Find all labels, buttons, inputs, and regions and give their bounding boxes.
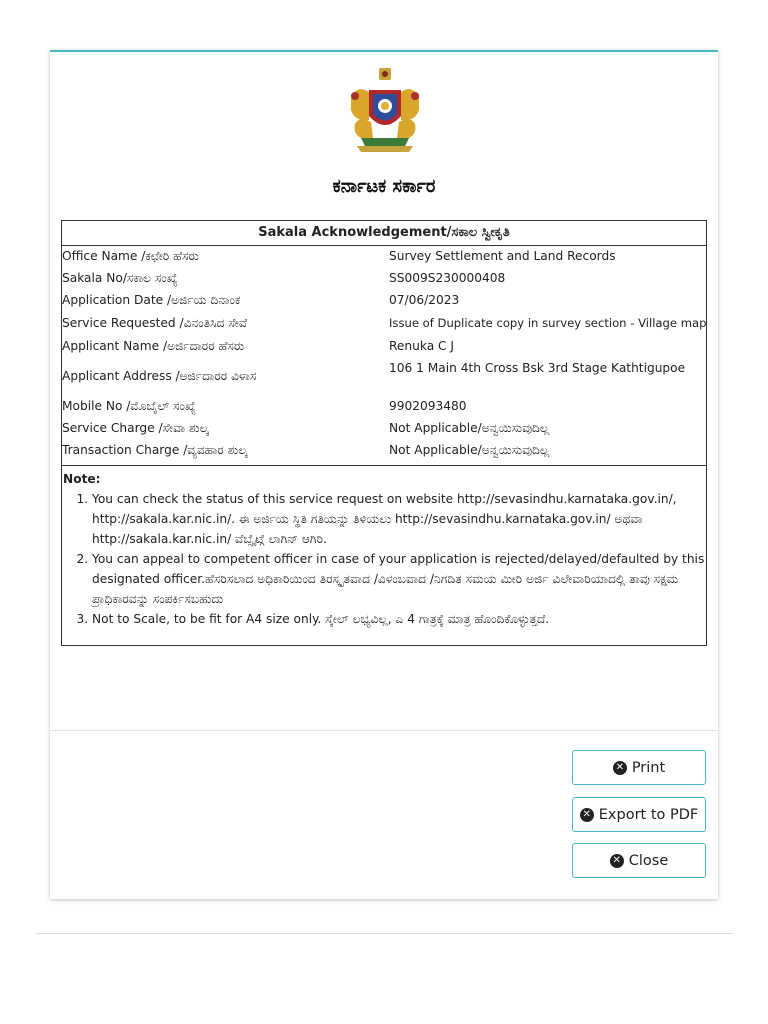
close-circle-icon: ✕: [610, 854, 624, 868]
row-label: Service Requested /ವಿನಂತಿಸಿದ ಸೇವೆ: [62, 316, 248, 330]
row-label: Transaction Charge /ವ್ಯವಹಾರ ಶುಲ್ಕ: [62, 443, 248, 457]
row-value: Renuka C J: [389, 339, 455, 353]
acknowledgement-title: Sakala Acknowledgement/ಸಕಾಲ ಸ್ವೀಕೃತಿ: [62, 221, 706, 246]
row-value: Issue of Duplicate copy in survey section - Village map: [389, 316, 707, 330]
close-circle-icon: ✕: [613, 761, 627, 775]
note-item: 1. You can check the status of this service request on website http://sevasindhu.karnataka.gov.in/, http://sakala.kar.nic.in/. ಈ ಅರ್ಜಿಯ ಸ್ಥಿತಿ ಗತಿಯನ್ನು ತಿಳಿಯಲು http://sevasindhu.karnataka.gov.in/ ಅಥವಾ http://sakala.kar.nic.in/ ವೆಬ್ಸೈಟ್ಗೆ ಲಾಗಿನ್ ಆಗಿರಿ.: [92, 489, 706, 549]
page-footer-divider: [36, 933, 733, 934]
notes-divider: [62, 465, 706, 466]
row-value: 07/06/2023: [389, 293, 460, 307]
notes-title: Note:: [63, 472, 101, 486]
notes-list: [62, 489, 706, 629]
note-item: 3. Not to Scale, to be fit for A4 size only. ಸ್ಕೇಲ್ ಲಭ್ಯವಿಲ್ಲ, ಎ 4 ಗಾತ್ರಕ್ಕೆ ಮಾತ್ರ ಹೊಂದಿಕೊಳ್ಳುತ್ತದೆ.: [92, 609, 706, 629]
acknowledgement-box: [61, 220, 707, 646]
row-label: Service Charge /ಸೇವಾ ಶುಲ್ಕ: [62, 421, 209, 435]
karnataka-emblem-icon: [339, 64, 431, 156]
row-value: 9902093480: [389, 399, 467, 413]
close-button[interactable]: [572, 843, 706, 878]
row-label: Applicant Name /ಅರ್ಜಿದಾರರ ಹೆಸರು: [62, 339, 245, 353]
row-label: Sakala No/ಸಕಾಲ ಸಂಖ್ಯೆ: [62, 271, 178, 285]
close-button-label: Close: [628, 852, 669, 869]
row-label: Applicant Address /ಅರ್ಜಿದಾರರ ವಿಳಾಸ: [62, 369, 257, 383]
row-value: SS009S230000408: [389, 271, 506, 285]
close-circle-icon: ✕: [580, 808, 594, 822]
row-value: Survey Settlement and Land Records: [389, 249, 616, 263]
print-button[interactable]: [572, 750, 706, 785]
note-item: 2. You can appeal to competent officer in case of your application is rejected/delayed/defaulted by this designated officer.ಹೆಸರಿಸಲಾದ ಅಧಿಕಾರಿಯಿಂದ ತಿರಸ್ಕೃತವಾದ /ವಿಳಂಬವಾದ /ನಿಗದಿತ ಸಮಯ ಮೀರಿ ಅರ್ಜಿ ವಿಲೇವಾರಿಯಾದಲ್ಲಿ ತಾವು ಸಕ್ಷಮ ಪ್ರಾಧಿಕಾರವನ್ನು ಸಂಪರ್ಕಿಸಬಹುದು: [92, 549, 706, 609]
row-label: Mobile No /ಮೊಬೈಲ್ ಸಂಖ್ಯೆ: [62, 399, 196, 413]
notes-section: [62, 469, 706, 629]
row-value: Not Applicable/ಅನ್ವಯಿಸುವುದಿಲ್ಲ: [389, 443, 550, 457]
export-pdf-button[interactable]: [572, 797, 706, 832]
row-value: Not Applicable/ಅನ್ವಯಿಸುವುದಿಲ್ಲ: [389, 421, 550, 435]
government-title: ಕರ್ನಾಟಕ ಸರ್ಕಾರ: [332, 176, 436, 197]
footer-separator: [50, 730, 718, 731]
export-pdf-button-label: Export to PDF: [598, 806, 699, 823]
row-label: Office Name /ಕಛೇರಿ ಹೆಸರು: [62, 249, 199, 263]
row-label: Application Date /ಅರ್ಜಿಯ ದಿನಾಂಕ: [62, 293, 241, 307]
print-button-label: Print: [631, 759, 666, 776]
row-value: 106 1 Main 4th Cross Bsk 3rd Stage Kathtigupoe: [389, 361, 686, 375]
acknowledgement-dialog: [50, 50, 718, 899]
